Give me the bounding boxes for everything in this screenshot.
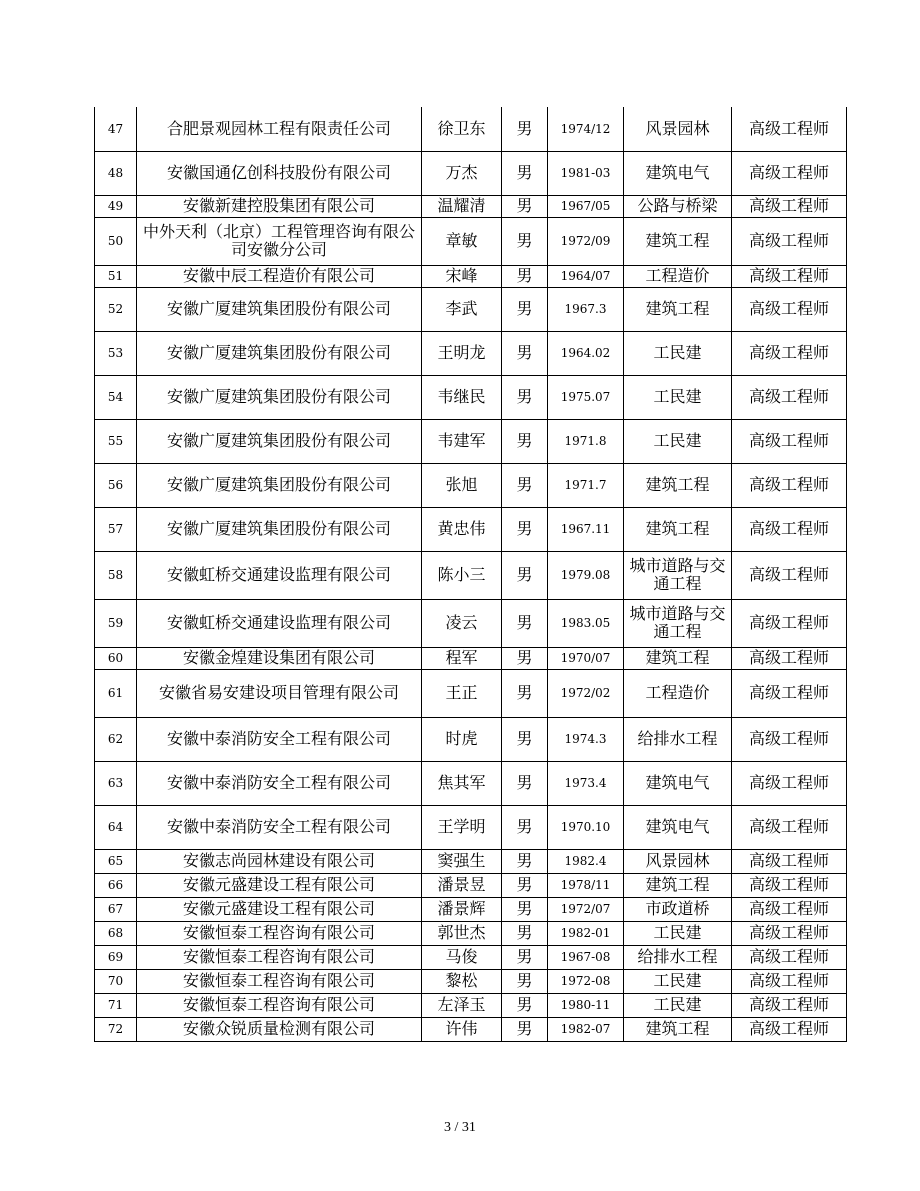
birth-date-cell: 1972-08 bbox=[548, 969, 624, 993]
company-cell: 安徽广厦建筑集团股份有限公司 bbox=[137, 375, 422, 419]
name-cell: 韦建军 bbox=[422, 419, 502, 463]
gender-cell: 男 bbox=[502, 463, 548, 507]
specialty-cell: 城市道路与交通工程 bbox=[624, 551, 732, 599]
birth-date-cell: 1970/07 bbox=[548, 647, 624, 669]
birth-date-cell: 1970.10 bbox=[548, 805, 624, 849]
specialty-cell: 风景园林 bbox=[624, 849, 732, 873]
name-cell: 程军 bbox=[422, 647, 502, 669]
name-cell: 陈小三 bbox=[422, 551, 502, 599]
company-cell: 安徽省易安建设项目管理有限公司 bbox=[137, 669, 422, 717]
name-cell: 凌云 bbox=[422, 599, 502, 647]
company-cell: 安徽虹桥交通建设监理有限公司 bbox=[137, 551, 422, 599]
row-number: 60 bbox=[95, 647, 137, 669]
company-cell: 安徽恒泰工程咨询有限公司 bbox=[137, 969, 422, 993]
table-row bbox=[95, 921, 847, 945]
table-row bbox=[95, 669, 847, 717]
name-cell: 徐卫东 bbox=[422, 107, 502, 151]
title-cell: 高级工程师 bbox=[732, 669, 847, 717]
specialty-cell: 建筑工程 bbox=[624, 647, 732, 669]
company-cell: 安徽志尚园林建设有限公司 bbox=[137, 849, 422, 873]
title-cell: 高级工程师 bbox=[732, 375, 847, 419]
company-cell: 安徽众锐质量检测有限公司 bbox=[137, 1017, 422, 1041]
company-cell: 安徽虹桥交通建设监理有限公司 bbox=[137, 599, 422, 647]
title-cell: 高级工程师 bbox=[732, 287, 847, 331]
gender-cell: 男 bbox=[502, 647, 548, 669]
specialty-cell: 给排水工程 bbox=[624, 945, 732, 969]
name-cell: 王正 bbox=[422, 669, 502, 717]
table-row bbox=[95, 287, 847, 331]
company-cell: 安徽广厦建筑集团股份有限公司 bbox=[137, 419, 422, 463]
birth-date-cell: 1981-03 bbox=[548, 151, 624, 195]
table-body bbox=[95, 107, 847, 1041]
gender-cell: 男 bbox=[502, 265, 548, 287]
name-cell: 宋峰 bbox=[422, 265, 502, 287]
company-cell: 安徽广厦建筑集团股份有限公司 bbox=[137, 287, 422, 331]
row-number: 54 bbox=[95, 375, 137, 419]
table-row bbox=[95, 717, 847, 761]
row-number: 49 bbox=[95, 195, 137, 217]
specialty-cell: 工民建 bbox=[624, 921, 732, 945]
row-number: 50 bbox=[95, 217, 137, 265]
gender-cell: 男 bbox=[502, 1017, 548, 1041]
title-cell: 高级工程师 bbox=[732, 599, 847, 647]
row-number: 53 bbox=[95, 331, 137, 375]
table-row bbox=[95, 993, 847, 1017]
title-cell: 高级工程师 bbox=[732, 969, 847, 993]
company-cell: 合肥景观园林工程有限责任公司 bbox=[137, 107, 422, 151]
birth-date-cell: 1980-11 bbox=[548, 993, 624, 1017]
birth-date-cell: 1972/09 bbox=[548, 217, 624, 265]
title-cell: 高级工程师 bbox=[732, 507, 847, 551]
birth-date-cell: 1982-01 bbox=[548, 921, 624, 945]
table-row bbox=[95, 507, 847, 551]
company-cell: 安徽中辰工程造价有限公司 bbox=[137, 265, 422, 287]
title-cell: 高级工程师 bbox=[732, 195, 847, 217]
title-cell: 高级工程师 bbox=[732, 993, 847, 1017]
name-cell: 潘景辉 bbox=[422, 897, 502, 921]
table-row bbox=[95, 873, 847, 897]
birth-date-cell: 1974/12 bbox=[548, 107, 624, 151]
birth-date-cell: 1972/07 bbox=[548, 897, 624, 921]
name-cell: 黄忠伟 bbox=[422, 507, 502, 551]
row-number: 59 bbox=[95, 599, 137, 647]
gender-cell: 男 bbox=[502, 897, 548, 921]
specialty-cell: 工民建 bbox=[624, 993, 732, 1017]
gender-cell: 男 bbox=[502, 969, 548, 993]
specialty-cell: 工民建 bbox=[624, 331, 732, 375]
birth-date-cell: 1967.11 bbox=[548, 507, 624, 551]
company-cell: 安徽元盛建设工程有限公司 bbox=[137, 873, 422, 897]
specialty-cell: 工程造价 bbox=[624, 669, 732, 717]
birth-date-cell: 1978/11 bbox=[548, 873, 624, 897]
row-number: 55 bbox=[95, 419, 137, 463]
title-cell: 高级工程师 bbox=[732, 331, 847, 375]
row-number: 66 bbox=[95, 873, 137, 897]
name-cell: 章敏 bbox=[422, 217, 502, 265]
company-cell: 安徽新建控股集团有限公司 bbox=[137, 195, 422, 217]
specialty-cell: 建筑工程 bbox=[624, 1017, 732, 1041]
table-row bbox=[95, 265, 847, 287]
title-cell: 高级工程师 bbox=[732, 265, 847, 287]
specialty-cell: 城市道路与交通工程 bbox=[624, 599, 732, 647]
title-cell: 高级工程师 bbox=[732, 647, 847, 669]
company-cell: 安徽广厦建筑集团股份有限公司 bbox=[137, 463, 422, 507]
name-cell: 左泽玉 bbox=[422, 993, 502, 1017]
specialty-cell: 给排水工程 bbox=[624, 717, 732, 761]
company-cell: 安徽恒泰工程咨询有限公司 bbox=[137, 945, 422, 969]
birth-date-cell: 1971.8 bbox=[548, 419, 624, 463]
specialty-cell: 工程造价 bbox=[624, 265, 732, 287]
table-row bbox=[95, 419, 847, 463]
name-cell: 万杰 bbox=[422, 151, 502, 195]
birth-date-cell: 1975.07 bbox=[548, 375, 624, 419]
company-cell: 安徽中泰消防安全工程有限公司 bbox=[137, 805, 422, 849]
row-number: 68 bbox=[95, 921, 137, 945]
name-cell: 时虎 bbox=[422, 717, 502, 761]
specialty-cell: 风景园林 bbox=[624, 107, 732, 151]
row-number: 63 bbox=[95, 761, 137, 805]
title-cell: 高级工程师 bbox=[732, 849, 847, 873]
row-number: 52 bbox=[95, 287, 137, 331]
specialty-cell: 工民建 bbox=[624, 969, 732, 993]
row-number: 67 bbox=[95, 897, 137, 921]
name-cell: 窦强生 bbox=[422, 849, 502, 873]
row-number: 47 bbox=[95, 107, 137, 151]
name-cell: 温耀清 bbox=[422, 195, 502, 217]
gender-cell: 男 bbox=[502, 419, 548, 463]
row-number: 72 bbox=[95, 1017, 137, 1041]
company-cell: 安徽恒泰工程咨询有限公司 bbox=[137, 993, 422, 1017]
birth-date-cell: 1982-07 bbox=[548, 1017, 624, 1041]
page-number: 3 / 31 bbox=[444, 1120, 476, 1135]
birth-date-cell: 1967/05 bbox=[548, 195, 624, 217]
birth-date-cell: 1974.3 bbox=[548, 717, 624, 761]
row-number: 62 bbox=[95, 717, 137, 761]
title-cell: 高级工程师 bbox=[732, 1017, 847, 1041]
name-cell: 王明龙 bbox=[422, 331, 502, 375]
table-row bbox=[95, 647, 847, 669]
table-row bbox=[95, 195, 847, 217]
specialty-cell: 工民建 bbox=[624, 375, 732, 419]
table-row bbox=[95, 969, 847, 993]
name-cell: 马俊 bbox=[422, 945, 502, 969]
title-cell: 高级工程师 bbox=[732, 921, 847, 945]
row-number: 57 bbox=[95, 507, 137, 551]
specialty-cell: 建筑工程 bbox=[624, 287, 732, 331]
title-cell: 高级工程师 bbox=[732, 107, 847, 151]
gender-cell: 男 bbox=[502, 151, 548, 195]
company-cell: 安徽恒泰工程咨询有限公司 bbox=[137, 921, 422, 945]
name-cell: 韦继民 bbox=[422, 375, 502, 419]
gender-cell: 男 bbox=[502, 551, 548, 599]
row-number: 64 bbox=[95, 805, 137, 849]
company-cell: 安徽中泰消防安全工程有限公司 bbox=[137, 761, 422, 805]
title-cell: 高级工程师 bbox=[732, 945, 847, 969]
row-number: 71 bbox=[95, 993, 137, 1017]
gender-cell: 男 bbox=[502, 805, 548, 849]
gender-cell: 男 bbox=[502, 375, 548, 419]
row-number: 65 bbox=[95, 849, 137, 873]
birth-date-cell: 1964.02 bbox=[548, 331, 624, 375]
table-row bbox=[95, 805, 847, 849]
gender-cell: 男 bbox=[502, 761, 548, 805]
table-row bbox=[95, 217, 847, 265]
title-cell: 高级工程师 bbox=[732, 151, 847, 195]
gender-cell: 男 bbox=[502, 849, 548, 873]
title-cell: 高级工程师 bbox=[732, 551, 847, 599]
gender-cell: 男 bbox=[502, 599, 548, 647]
row-number: 48 bbox=[95, 151, 137, 195]
title-cell: 高级工程师 bbox=[732, 873, 847, 897]
company-cell: 安徽金煌建设集团有限公司 bbox=[137, 647, 422, 669]
name-cell: 焦其军 bbox=[422, 761, 502, 805]
name-cell: 许伟 bbox=[422, 1017, 502, 1041]
row-number: 69 bbox=[95, 945, 137, 969]
company-cell: 安徽广厦建筑集团股份有限公司 bbox=[137, 331, 422, 375]
title-cell: 高级工程师 bbox=[732, 419, 847, 463]
row-number: 61 bbox=[95, 669, 137, 717]
table-row bbox=[95, 849, 847, 873]
name-cell: 黎松 bbox=[422, 969, 502, 993]
table-row bbox=[95, 375, 847, 419]
name-cell: 潘景昱 bbox=[422, 873, 502, 897]
specialty-cell: 建筑电气 bbox=[624, 805, 732, 849]
company-cell: 中外天利（北京）工程管理咨询有限公司安徽分公司 bbox=[137, 217, 422, 265]
name-cell: 王学明 bbox=[422, 805, 502, 849]
title-cell: 高级工程师 bbox=[732, 717, 847, 761]
birth-date-cell: 1971.7 bbox=[548, 463, 624, 507]
specialty-cell: 建筑工程 bbox=[624, 507, 732, 551]
gender-cell: 男 bbox=[502, 287, 548, 331]
specialty-cell: 建筑工程 bbox=[624, 873, 732, 897]
gender-cell: 男 bbox=[502, 107, 548, 151]
specialty-cell: 建筑工程 bbox=[624, 217, 732, 265]
gender-cell: 男 bbox=[502, 507, 548, 551]
birth-date-cell: 1967-08 bbox=[548, 945, 624, 969]
birth-date-cell: 1983.05 bbox=[548, 599, 624, 647]
row-number: 70 bbox=[95, 969, 137, 993]
title-cell: 高级工程师 bbox=[732, 217, 847, 265]
gender-cell: 男 bbox=[502, 921, 548, 945]
specialty-cell: 建筑工程 bbox=[624, 463, 732, 507]
birth-date-cell: 1972/02 bbox=[548, 669, 624, 717]
table-row bbox=[95, 945, 847, 969]
gender-cell: 男 bbox=[502, 669, 548, 717]
table-row bbox=[95, 107, 847, 151]
specialty-cell: 建筑电气 bbox=[624, 761, 732, 805]
gender-cell: 男 bbox=[502, 331, 548, 375]
birth-date-cell: 1964/07 bbox=[548, 265, 624, 287]
table-row bbox=[95, 761, 847, 805]
table-row bbox=[95, 331, 847, 375]
birth-date-cell: 1982.4 bbox=[548, 849, 624, 873]
company-cell: 安徽广厦建筑集团股份有限公司 bbox=[137, 507, 422, 551]
personnel-table bbox=[94, 107, 847, 1042]
title-cell: 高级工程师 bbox=[732, 761, 847, 805]
birth-date-cell: 1979.08 bbox=[548, 551, 624, 599]
name-cell: 李武 bbox=[422, 287, 502, 331]
gender-cell: 男 bbox=[502, 873, 548, 897]
table-row bbox=[95, 897, 847, 921]
title-cell: 高级工程师 bbox=[732, 463, 847, 507]
table-row bbox=[95, 151, 847, 195]
table-row bbox=[95, 463, 847, 507]
gender-cell: 男 bbox=[502, 945, 548, 969]
gender-cell: 男 bbox=[502, 217, 548, 265]
gender-cell: 男 bbox=[502, 717, 548, 761]
row-number: 51 bbox=[95, 265, 137, 287]
name-cell: 张旭 bbox=[422, 463, 502, 507]
specialty-cell: 建筑电气 bbox=[624, 151, 732, 195]
specialty-cell: 公路与桥梁 bbox=[624, 195, 732, 217]
title-cell: 高级工程师 bbox=[732, 897, 847, 921]
table-row bbox=[95, 551, 847, 599]
company-cell: 安徽中泰消防安全工程有限公司 bbox=[137, 717, 422, 761]
name-cell: 郭世杰 bbox=[422, 921, 502, 945]
row-number: 56 bbox=[95, 463, 137, 507]
specialty-cell: 工民建 bbox=[624, 419, 732, 463]
gender-cell: 男 bbox=[502, 195, 548, 217]
row-number: 58 bbox=[95, 551, 137, 599]
table-row bbox=[95, 1017, 847, 1041]
company-cell: 安徽元盛建设工程有限公司 bbox=[137, 897, 422, 921]
birth-date-cell: 1967.3 bbox=[548, 287, 624, 331]
company-cell: 安徽国通亿创科技股份有限公司 bbox=[137, 151, 422, 195]
specialty-cell: 市政道桥 bbox=[624, 897, 732, 921]
gender-cell: 男 bbox=[502, 993, 548, 1017]
table-row bbox=[95, 599, 847, 647]
title-cell: 高级工程师 bbox=[732, 805, 847, 849]
birth-date-cell: 1973.4 bbox=[548, 761, 624, 805]
